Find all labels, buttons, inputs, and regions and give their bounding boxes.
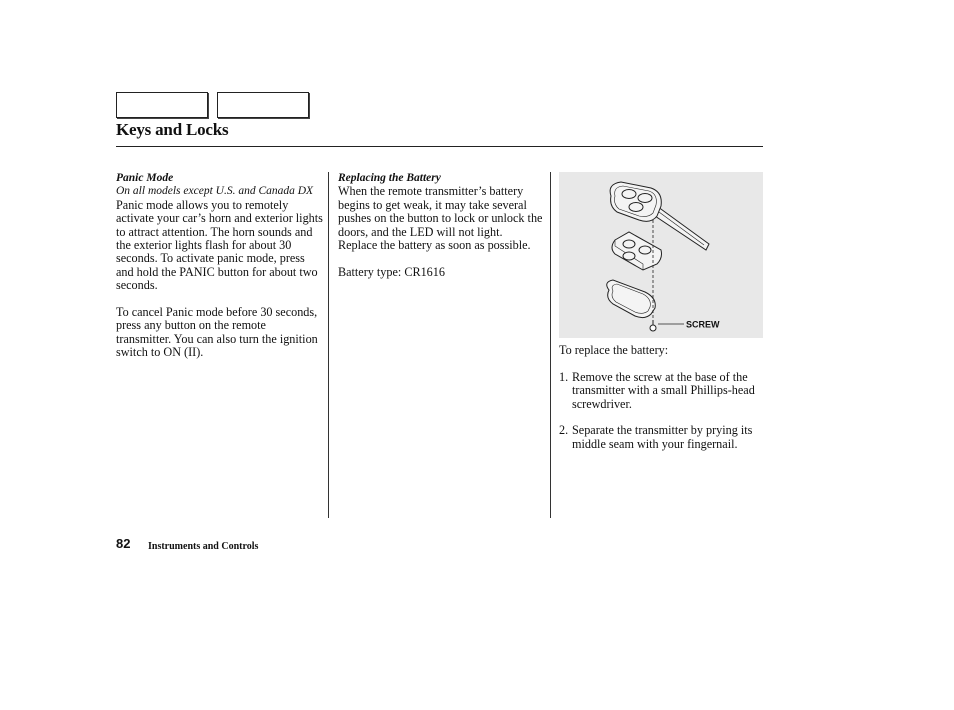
transmitter-illustration bbox=[559, 172, 763, 338]
replacing-battery-column bbox=[338, 172, 543, 279]
screw-label: SCREW bbox=[686, 319, 720, 330]
column-divider-2 bbox=[550, 172, 551, 518]
column-divider-1 bbox=[328, 172, 329, 518]
battery-type-text: Battery type: CR1616 bbox=[338, 264, 445, 279]
step-1-text: Remove the screw at the base of the transmitter with a small Phillips-head screwdriver. bbox=[572, 369, 755, 411]
step-2 bbox=[559, 424, 765, 451]
step-2-text: Separate the transmitter by prying its middle seam with your fingernail. bbox=[572, 423, 753, 451]
nav-prev-button[interactable] bbox=[116, 92, 208, 118]
cancel-panic-paragraph: To cancel Panic mode before 30 seconds, press any button on the remote transmitter. You can also turn the ignition switch to ON (II). bbox=[116, 305, 318, 360]
page-number: 82 bbox=[116, 536, 131, 551]
step-1 bbox=[559, 371, 765, 411]
panic-mode-note: On all models except U.S. and Canada DX bbox=[116, 185, 314, 198]
panic-mode-heading: Panic Mode bbox=[116, 172, 174, 184]
replacing-battery-heading: Replacing the Battery bbox=[338, 172, 441, 184]
step-2-number: 2. bbox=[559, 423, 569, 438]
transmitter-exploded-icon bbox=[559, 172, 763, 338]
replacing-battery-paragraph: When the remote transmitter’s battery begins to get weak, it may take several pushes on the button to lock or unlock the doors, and the LED will not light. Replace the battery as soon as possible. bbox=[338, 184, 543, 253]
battery-steps-column bbox=[559, 344, 765, 451]
steps-intro: To replace the battery: bbox=[559, 343, 669, 357]
title-rule bbox=[116, 146, 763, 147]
section-name: Instruments and Controls bbox=[148, 541, 259, 552]
panic-mode-paragraph: Panic mode allows you to remotely activate your car’s horn and exterior lights to attract attention. The horn sounds and the exterior lights flash for about 30 seconds. To activate panic mode, press and hold the PANIC button for about two seconds. bbox=[116, 197, 323, 293]
page-title: Keys and Locks bbox=[116, 120, 229, 139]
nav-next-button[interactable] bbox=[217, 92, 309, 118]
step-1-number: 1. bbox=[559, 369, 569, 384]
panic-mode-column bbox=[116, 172, 324, 360]
